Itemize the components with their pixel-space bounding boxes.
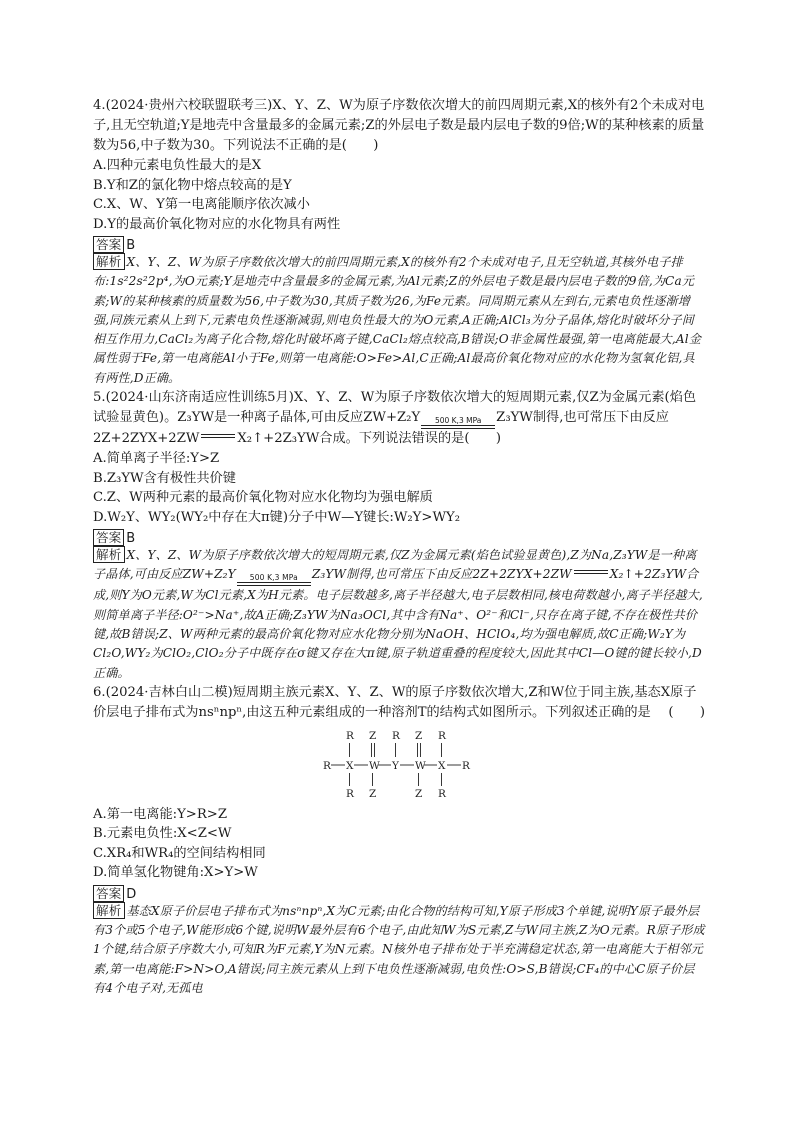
explanation-label: 解析 [93,902,125,919]
question-5-exp-part2: Z₃YW制得,也可常压下由反应2Z+2ZYX+2ZW [311,567,572,582]
question-6-stem-text: 6.(2024·吉林白山二模)短周期主族元素X、Y、Z、W的原子序数依次增大,Z和W位于同主族,基态X原子价层电子排布式为nsⁿnpⁿ,由这五种元素组成的一种溶剂T的结构式如图所示。下列叙述正确的是 [93,684,697,720]
question-4-answer-row [93,234,705,253]
atom-main-1: R [323,759,331,772]
atom-top-5: R [438,729,446,742]
question-5-answer-row [93,527,705,546]
reaction-condition: 500 K,3 MPa [434,416,482,426]
structural-formula [319,729,479,801]
question-4-stem: 4.(2024·贵州六校联盟联考三)X、Y、Z、W为原子序数依次增大的前四周期元素,X的核外有2个未成对电子,且无空轨道;Y是地壳中含量最多的金属元素;Z的外层电子数是最内层电子数的9倍;W的某种核素的质量数为56,中子数为30。下列说法不正确的是( ) [93,98,705,153]
atom-top-1: R [346,729,354,742]
question-5-exp-part3: X₂↑+2Z₃YW合成,则Y为O元素,W为Cl元素,X为H元素。电子层数越多,离子半径越大,电子层数相同,核电荷数越小,离子半径越大,则简单离子半径:O²⁻>Na⁺,故A正确;Z₃YW为Na₃OCl,其中含有Na⁺、O²⁻和Cl⁻,只存在离子键,不存在极性共价键,故B错误;Z、W两种元素的最高价氧化物对应水化物分别为NaOH、HClO₄,均为强电解质,故C正确;W₂Y为Cl₂O,WY₂为ClO₂,ClO₂分子中既存在σ键又存在大π键,原子轨道重叠的程度较大,因此其中Cl—O键的键长较小,D正确。 [93,567,703,680]
reaction-condition: 500 K,3 MPa [249,573,298,583]
reaction-condition-arrow [421,417,495,429]
question-4-option-d: D.Y的最高价氧化物对应的水化物具有两性 [93,216,341,232]
question-4-option-b: B.Y和Z的氯化物中熔点较高的是Y [93,177,292,193]
explanation-label: 解析 [93,253,125,270]
question-5-option-b: B.Z₃YW含有极性共价键 [93,470,236,486]
question-4-explanation [93,253,705,388]
page-content [93,96,705,998]
answer-label: 答案 [93,236,124,253]
atom-top-4: Z [415,729,423,742]
question-5 [93,388,705,683]
answer-paren: ( ) [668,704,705,720]
question-5-stem [93,388,705,449]
question-4 [93,96,705,388]
question-4-option-c: C.X、W、Y第一电离能顺序依次减小 [93,197,310,212]
question-6-stem [93,683,705,723]
atom-bottom-2: Z [369,787,377,800]
question-6 [93,683,705,998]
question-5-stem-part2: Z₃YW制得,也可常压下由反应2Z+2ZYX+2ZW [93,410,669,447]
atom-main-5: W [415,759,426,772]
atom-main-3: W [369,759,380,772]
answer-label: 答案 [93,529,124,546]
question-6-option-d: D.简单氢化物键角:X>Y>W [93,865,258,881]
atom-main-2: X [346,759,354,772]
question-5-stem-part1: 5.(2024·山东济南适应性训练5月)X、Y、Z、W为原子序数依次增大的短周期元素,仅Z为金属元素(焰色试验显黄色)。Z₃YW是一种离子晶体,可由反应ZW+Z₂Y [93,390,697,426]
question-6-answer-row [93,883,705,902]
explanation-label: 解析 [93,546,125,563]
question-6-option-c: C.XR₄和WR₄的空间结构相同 [93,845,266,861]
question-4-answer: B [126,238,136,253]
atom-main-4: Y [392,759,399,772]
question-5-option-a: A.简单离子半径:Y>Z [93,451,220,467]
atom-main-7: R [462,759,470,772]
atom-bottom-1: R [346,787,354,800]
atom-top-3: R [392,729,400,742]
question-5-answer: B [126,531,136,547]
question-4-option-a: A.四种元素电负性最大的是X [93,158,262,173]
atom-main-6: X [438,759,446,772]
question-5-stem-part3: X₂↑+2Z₃YW合成。下列说法错误的是( ) [237,431,502,447]
equals-sign [574,570,608,574]
equals-sign [201,434,235,438]
question-6-option-b: B.元素电负性:X<Z<W [93,826,232,842]
atom-bottom-4: R [438,787,446,800]
question-4-explanation-text: X、Y、Z、W为原子序数依次增大的前四周期元素,X的核外有2个未成对电子,且无空轨道,其核外电子排布:1s²2s²2p⁴,为O元素;Y是地壳中含量最多的金属元素,为Al元素;Z的外层电子数是最内层电子数的9倍,为Ca元素;W的某种核素的质量数为56,中子数为30,其质子数为26,为Fe元素。同周期元素从左到右,元素电负性逐渐增强,同族元素从上到下,元素电负性逐渐减弱,则电负性最大的为O元素,A正确;AlCl₃为分子晶体,熔化时破坏分子间相互作用力,CaCl₂为离子化合物,熔化时破坏离子键,CaCl₂熔点较高,B错误;O非金属性最强,第一电离能最大,Al金属性弱于Fe,第一电离能Al小于Fe,则第一电离能:O>Fe>Al,C正确;Al最高价氧化物对应的水化物为氢氧化铝,具有两性,D正确。 [93,255,702,385]
question-6-explanation-text: 基态X原子价层电子排布式为nsⁿnpⁿ,X为C元素;由化合物的结构可知,Y原子形成3个单键,说明Y原子最外层有3个或5个电子,W能形成6个键,说明W最外层有6个电子,由此知W为S元素,Z与W同主族,Z为O元素。R原子形成1个键,结合原子序数大小,可知R为F元素,Y为N元素。N核外电子排布处于半充满稳定状态,第一电离能大于相邻元素,第一电离能:F>N>O,A错误;同主族元素从上到下电负性逐渐减弱,电负性:O>S,B错误;CF₄的中心C原子价层有4个电子对,无孤电 [93,903,705,996]
question-5-option-c: C.Z、W两种元素的最高价氧化物对应水化物均为强电解质 [93,490,433,506]
question-5-option-d: D.W₂Y、WY₂(WY₂中存在大π键)分子中W—Y键长:W₂Y>WY₂ [93,509,460,525]
question-6-answer: D [126,886,137,902]
atom-bottom-3: Z [415,787,423,800]
question-6-explanation [93,902,705,998]
question-6-option-a: A.第一电离能:Y>R>Z [93,806,227,822]
atom-top-2: Z [369,729,377,742]
answer-label: 答案 [93,885,124,902]
question-5-explanation [93,546,705,683]
reaction-condition-arrow [237,574,311,586]
question-5-exp-part1: X、Y、Z、W为原子序数依次增大的短周期元素,仅Z为金属元素(焰色试验显黄色),Z为Na,Z₃YW是一种离子晶体,可由反应ZW+Z₂Y [93,548,697,582]
